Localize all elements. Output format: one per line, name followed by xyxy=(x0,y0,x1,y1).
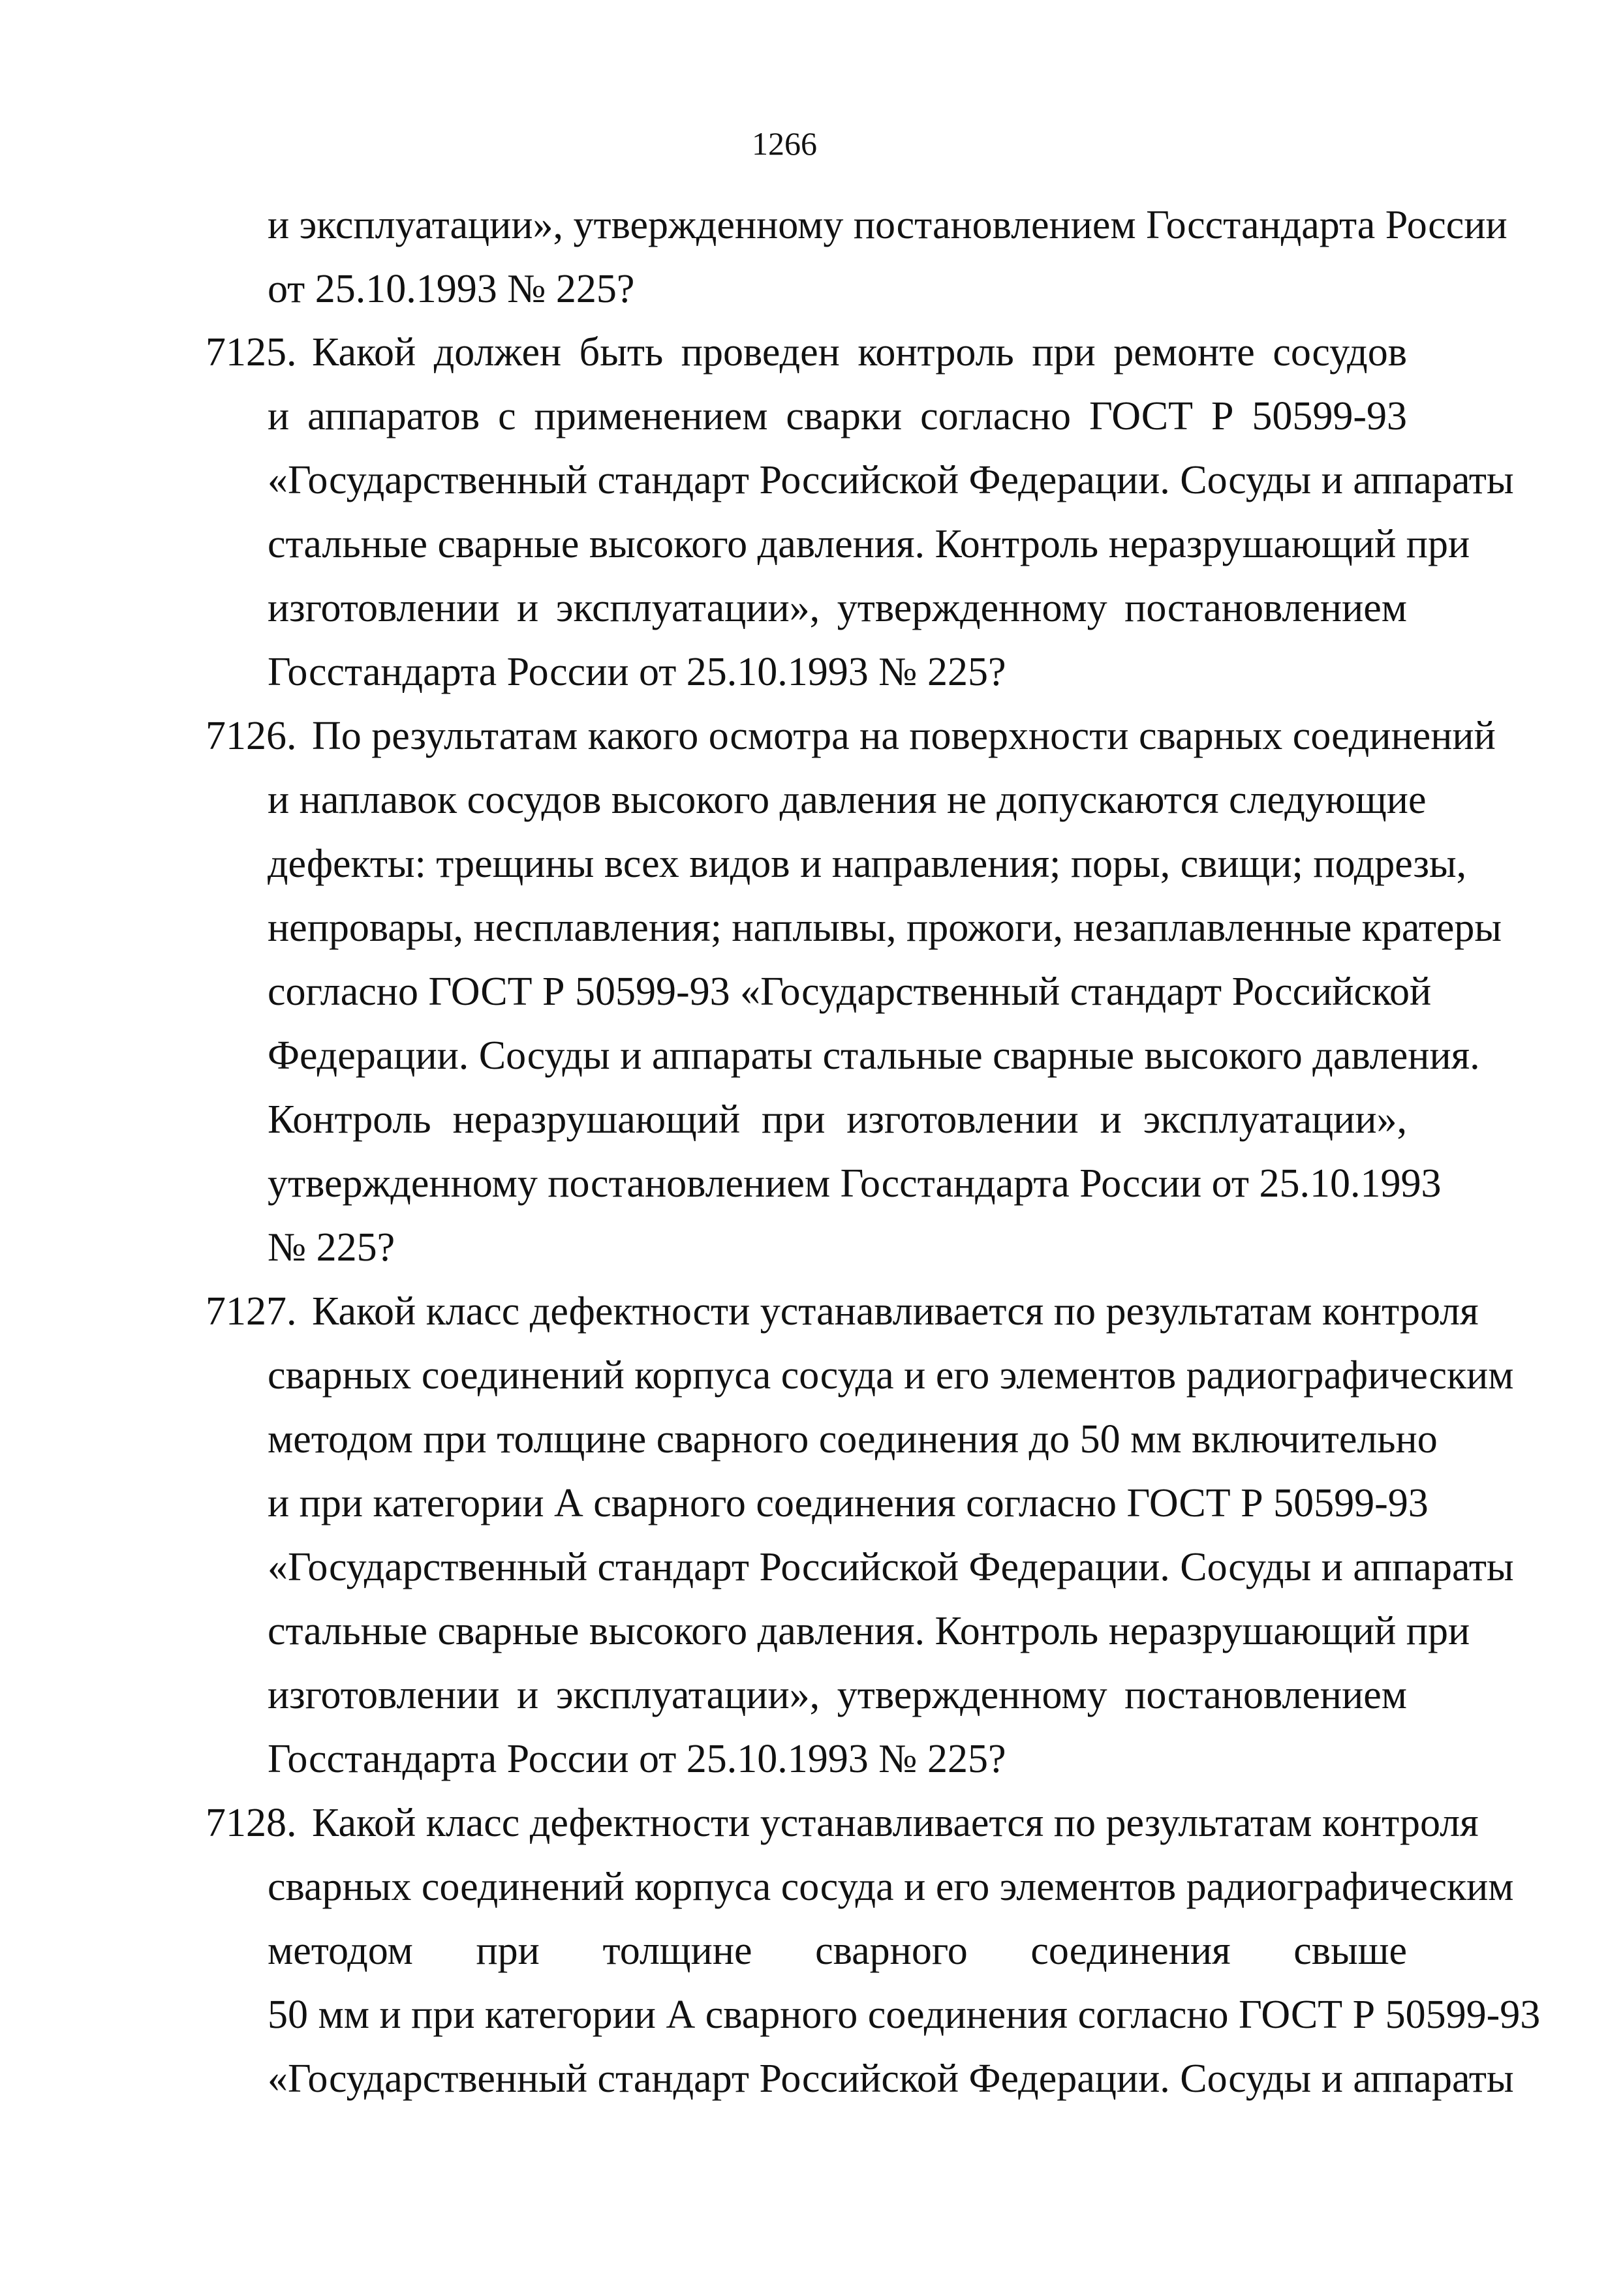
text-line: Какой класс дефектности устанавливается по результатам контроля xyxy=(312,1801,1479,1845)
text-line: изготовлении и эксплуатации», утвержденному постановлением xyxy=(268,586,1407,630)
text-line: сварных соединений корпуса сосуда и его элементов радиографическим xyxy=(268,1865,1514,1909)
text-line: и наплавок сосудов высокого давления не допускаются следующие xyxy=(268,778,1427,822)
text-line: методом при толщине сварного соединения до 50 мм включительно xyxy=(268,1417,1438,1462)
text-line: утвержденному постановлением Госстандарта России от 25.10.1993 xyxy=(268,1161,1442,1206)
text-line: Госстандарта России от 25.10.1993 № 225? xyxy=(268,650,1006,694)
text-line: методом при толщине сварного соединения свыше xyxy=(268,1929,1407,1973)
text-line: Какой класс дефектности устанавливается по результатам контроля xyxy=(312,1289,1479,1334)
question-number: 7126. xyxy=(206,714,297,758)
text-line: стальные сварные высокого давления. Контроль неразрушающий при xyxy=(268,1609,1470,1653)
text-line: «Государственный стандарт Российской Федерации. Сосуды и аппараты xyxy=(268,458,1514,502)
text-line: Какой должен быть проведен контроль при ремонте сосудов xyxy=(312,330,1407,375)
page-number: 1266 xyxy=(752,125,817,162)
text-line: и при категории А сварного соединения согласно ГОСТ Р 50599-93 xyxy=(268,1481,1429,1525)
text-line: изготовлении и эксплуатации», утвержденному постановлением xyxy=(268,1673,1407,1717)
question-number: 7125. xyxy=(206,330,297,375)
text-line: Госстандарта России от 25.10.1993 № 225? xyxy=(268,1737,1006,1781)
text-line: и аппаратов с применением сварки согласно ГОСТ Р 50599-93 xyxy=(268,394,1407,438)
text-line: сварных соединений корпуса сосуда и его элементов радиографическим xyxy=(268,1353,1514,1398)
text-line: «Государственный стандарт Российской Федерации. Сосуды и аппараты xyxy=(268,1545,1514,1589)
text-line: стальные сварные высокого давления. Контроль неразрушающий при xyxy=(268,522,1470,566)
text-line: согласно ГОСТ Р 50599-93 «Государственный стандарт Российской xyxy=(268,970,1432,1014)
text-line: № 225? xyxy=(268,1225,395,1270)
text-line: 50 мм и при категории А сварного соединения согласно ГОСТ Р 50599-93 xyxy=(268,1993,1541,2037)
text-line: «Государственный стандарт Российской Федерации. Сосуды и аппараты xyxy=(268,2057,1514,2101)
text-line: от 25.10.1993 № 225? xyxy=(268,267,635,311)
text-line: Контроль неразрушающий при изготовлении и эксплуатации», xyxy=(268,1097,1407,1142)
question-number: 7128. xyxy=(206,1801,297,1845)
text-line: Федерации. Сосуды и аппараты стальные сварные высокого давления. xyxy=(268,1033,1480,1078)
text-line: и эксплуатации», утвержденному постановлением Госстандарта России xyxy=(268,203,1507,247)
question-number: 7127. xyxy=(206,1289,297,1334)
text-line: По результатам какого осмотра на поверхности сварных соединений xyxy=(312,714,1496,758)
text-line: непровары, несплавления; наплывы, прожоги, незаплавленные кратеры xyxy=(268,906,1502,950)
text-line: дефекты: трещины всех видов и направления; поры, свищи; подрезы, xyxy=(268,842,1467,886)
